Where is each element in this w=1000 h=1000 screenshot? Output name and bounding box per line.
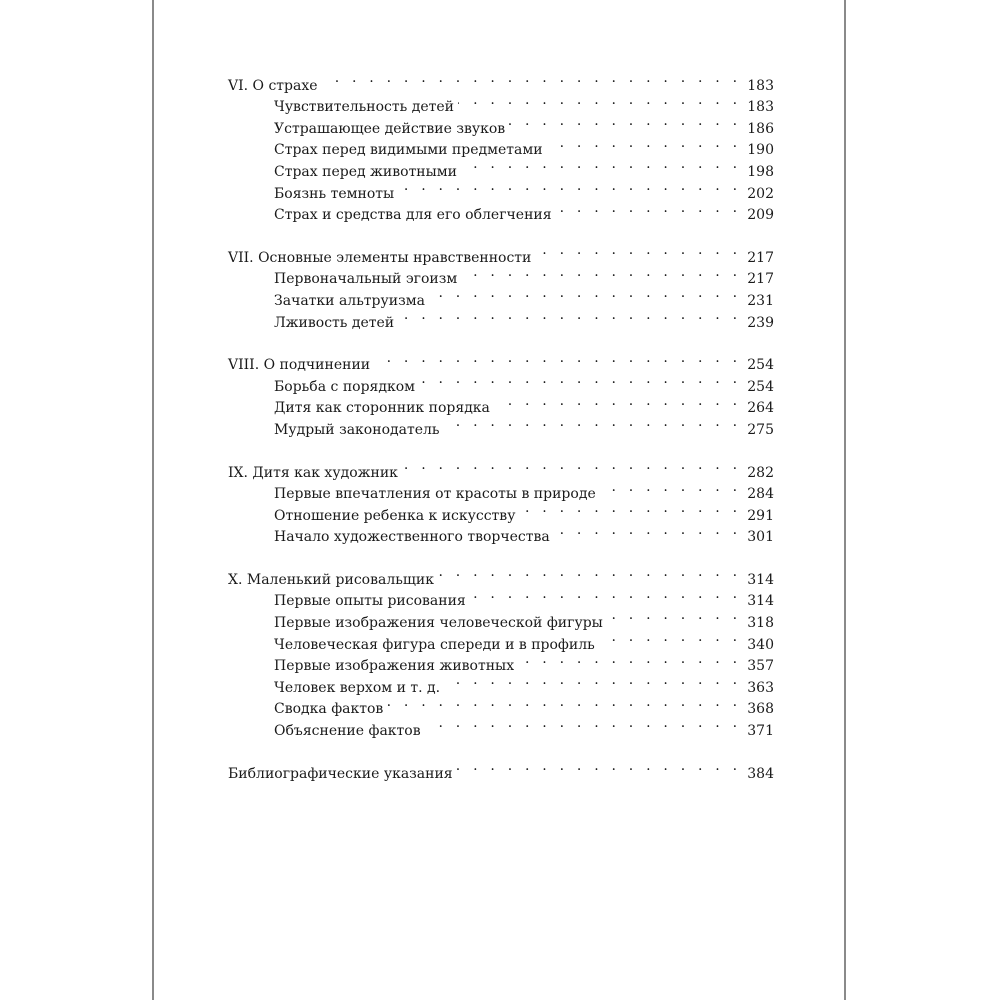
toc-section — [228, 562, 774, 740]
subentry-title: Мудрый законодатель — [274, 421, 440, 438]
subentry-title: Зачатки альтруизма — [274, 292, 425, 309]
page-number: 254 — [747, 357, 774, 374]
toc-section — [228, 240, 774, 331]
chapter-title: VI. О страхе — [228, 77, 318, 94]
toc-section — [228, 68, 774, 224]
dot-leader — [438, 562, 741, 584]
chapter-title: VIII. О подчинении — [228, 357, 371, 374]
dot-leader — [599, 627, 742, 649]
toc-chapter-entry — [228, 240, 774, 266]
page-number: 254 — [747, 378, 774, 395]
page-number: 190 — [747, 142, 774, 159]
page-number: 340 — [747, 636, 774, 653]
dot-leader — [519, 498, 741, 520]
dot-leader — [398, 176, 741, 198]
chapter-title: Библиографические указания — [228, 765, 453, 782]
subentry-title: Борьба с порядком — [274, 378, 416, 395]
subentry-title: Человек верхом и т. д. — [274, 679, 441, 696]
page-number: 314 — [747, 571, 774, 588]
page-number: 371 — [747, 723, 774, 740]
subentry-title: Лживость детей — [274, 314, 395, 331]
page-number: 198 — [747, 163, 774, 180]
page-number: 314 — [747, 593, 774, 610]
subentry-title: Первые изображения человеческой фигуры — [274, 615, 603, 632]
subentry-title: Дитя как сторонник порядка — [274, 400, 490, 417]
dot-leader — [494, 391, 741, 413]
dot-leader — [419, 369, 741, 391]
page-number: 282 — [747, 464, 774, 481]
subentry-title: Чувствительность детей — [274, 99, 454, 116]
subentry-title: Человеческая фигура спереди и в профиль — [274, 636, 595, 653]
toc-section — [228, 455, 774, 546]
page-number: 291 — [747, 507, 774, 524]
page-number: 209 — [747, 207, 774, 224]
page-number: 318 — [747, 615, 774, 632]
page-number: 357 — [747, 658, 774, 675]
dot-leader — [387, 692, 741, 714]
subentry-title: Объяснение фактов — [274, 723, 421, 740]
page-number: 183 — [747, 99, 774, 116]
subentry-title: Отношение ребенка к искусству — [274, 507, 516, 524]
dot-leader — [457, 756, 742, 778]
page-number: 264 — [747, 400, 774, 417]
chapter-title: X. Маленький рисовальщик — [228, 571, 434, 588]
subentry-title: Устрашающее действие звуков — [274, 120, 506, 137]
dot-leader — [322, 68, 742, 90]
subentry-title: Страх и средства для его облегчения — [274, 207, 552, 224]
dot-leader — [607, 605, 741, 627]
toc-chapter-entry — [228, 68, 774, 94]
dot-leader — [398, 305, 741, 327]
page-number: 284 — [747, 486, 774, 503]
dot-leader — [518, 649, 741, 671]
subentry-title: Начало художественного творчества — [274, 529, 550, 546]
subentry-title: Страх перед животными — [274, 163, 458, 180]
subentry-title: Первые опыты рисования — [274, 593, 466, 610]
page-number: 183 — [747, 77, 774, 94]
dot-leader — [458, 90, 741, 112]
dot-leader — [470, 584, 742, 606]
page-number: 363 — [747, 679, 774, 696]
dot-leader — [374, 348, 741, 370]
page-number: 301 — [747, 529, 774, 546]
page-number: 368 — [747, 701, 774, 718]
subentry-title: Первые впечатления от красоты в природе — [274, 486, 596, 503]
toc-chapter-entry — [228, 756, 774, 782]
dot-leader — [425, 713, 742, 735]
subentry-title: Первоначальный эгоизм — [274, 271, 458, 288]
dot-leader — [509, 111, 741, 133]
subentry-title: Страх перед видимыми предметами — [274, 142, 543, 159]
page-number: 186 — [747, 120, 774, 137]
page-number: 217 — [747, 271, 774, 288]
dot-leader — [556, 198, 742, 220]
toc-section — [228, 348, 774, 438]
page-number: 239 — [747, 314, 774, 331]
toc-chapter-entry — [228, 348, 774, 374]
dot-leader — [429, 283, 741, 305]
chapter-title: IX. Дитя как художник — [228, 464, 398, 481]
dot-leader — [600, 477, 742, 499]
dot-leader — [461, 262, 741, 284]
page-number: 217 — [747, 249, 774, 266]
dot-leader — [554, 520, 742, 542]
toc-chapter-entry — [228, 562, 774, 588]
page-number: 202 — [747, 185, 774, 202]
chapter-title: VII. Основные элементы нравственности — [228, 249, 532, 266]
dot-leader — [444, 412, 742, 434]
page-number: 384 — [747, 765, 774, 782]
subentry-title: Первые изображения животных — [274, 658, 515, 675]
dot-leader — [535, 240, 741, 262]
table-of-contents — [228, 68, 774, 782]
subentry-title: Сводка фактов — [274, 701, 384, 718]
page-number: 231 — [747, 292, 774, 309]
toc-section — [228, 756, 774, 782]
dot-leader — [444, 670, 741, 692]
page-number: 275 — [747, 421, 774, 438]
dot-leader — [547, 133, 742, 155]
dot-leader — [402, 455, 741, 477]
subentry-title: Боязнь темноты — [274, 185, 395, 202]
dot-leader — [461, 154, 741, 176]
toc-chapter-entry — [228, 455, 774, 481]
